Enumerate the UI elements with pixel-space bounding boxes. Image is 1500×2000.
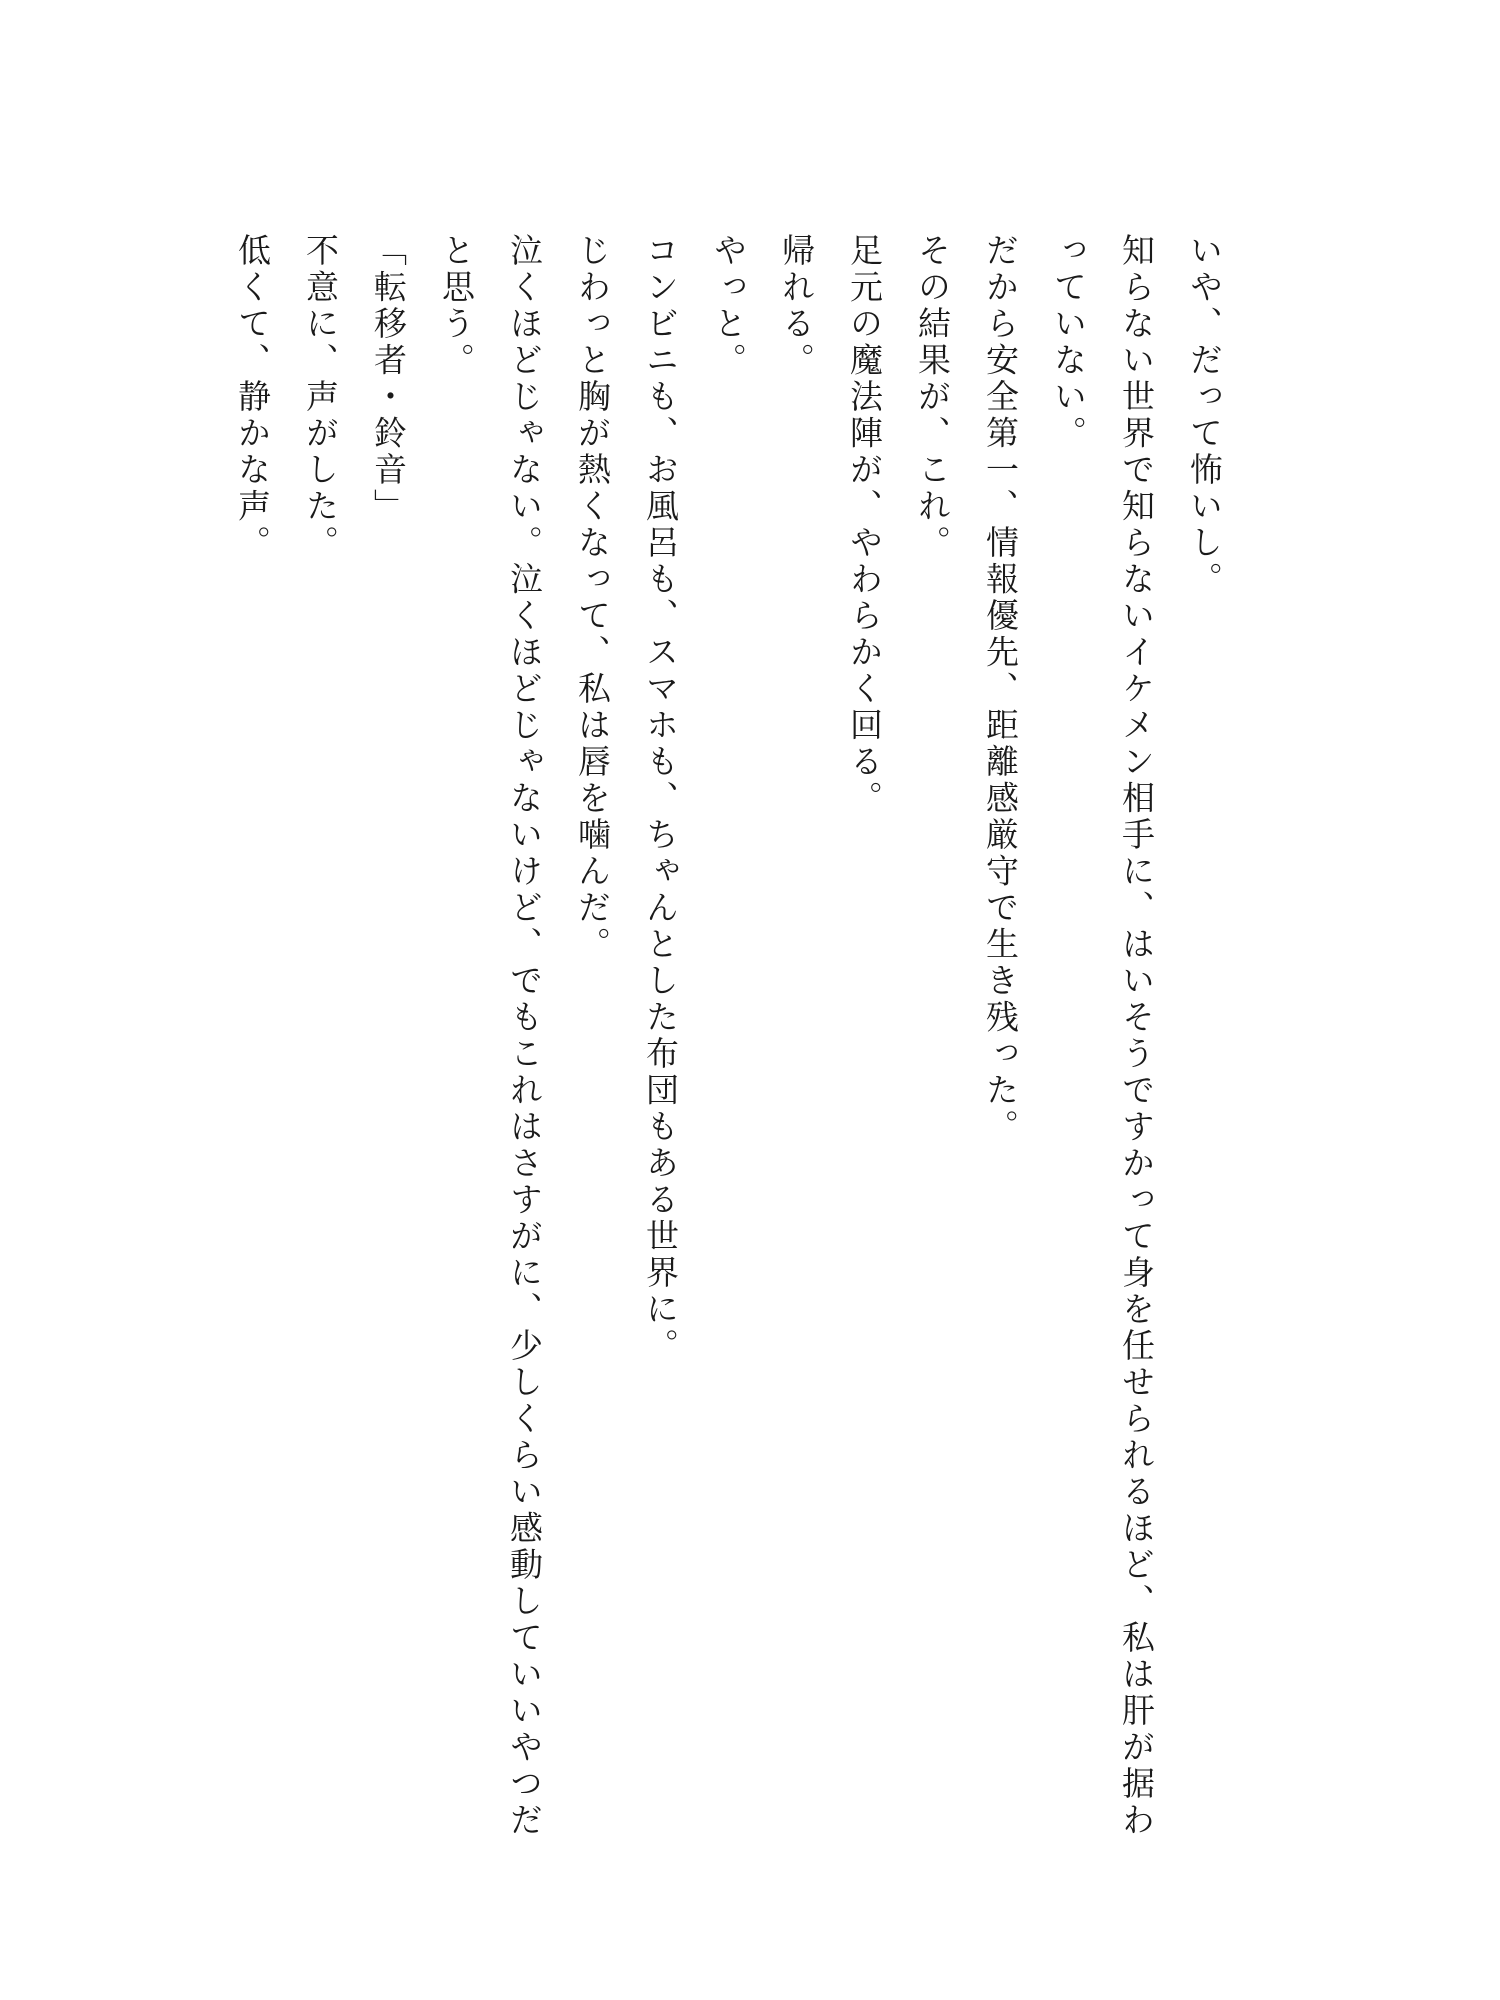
text-line: 泣くほどじゃない。泣くほどじゃないけど、でもこれはさすがに、少しくらい感動していいやつだと思う。: [437, 233, 544, 1839]
text-line: 知らない世界で知らないイケメン相手に、はいそうですかって身を任せられるほど、私は肝が据わっていない。: [1049, 233, 1156, 1839]
text-line: 低くて、静かな声。: [233, 233, 272, 562]
text-line: いや、だって怖いし。: [1185, 233, 1224, 598]
dialogue-line: 「転移者・鈴音」: [369, 233, 408, 525]
text-line: じわっと胸が熱くなって、私は唇を噛んだ。: [573, 233, 612, 963]
text-line: やっと。: [709, 233, 748, 379]
text-line: 帰れる。: [777, 233, 816, 379]
text-line: コンビニも、お風呂も、スマホも、ちゃんとした布団もある世界に。: [641, 233, 680, 1365]
vertical-text-block: [218, 233, 1238, 1853]
text-line: 足元の魔法陣が、やわらかく回る。: [845, 233, 884, 817]
text-line: 不意に、声がした。: [301, 233, 340, 562]
text-line: その結果が、これ。: [913, 233, 952, 562]
text-line: だから安全第一、情報優先、距離感厳守で生き残った。: [981, 233, 1020, 1146]
